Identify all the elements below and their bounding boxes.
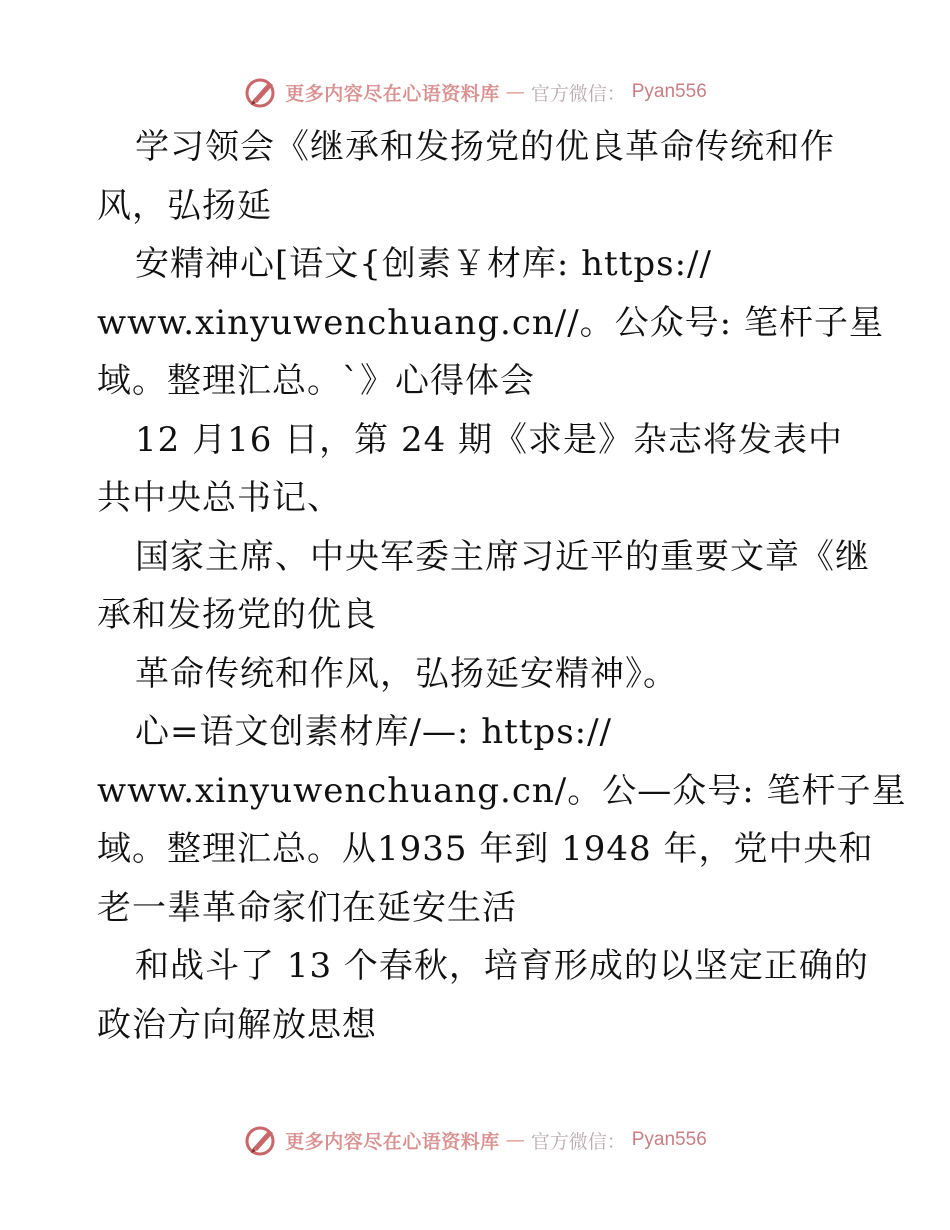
body-line: www.xinyuwenchuang.cn/。公—众号: 笔杆子星 — [97, 770, 907, 811]
body-line: 风，弘扬延 — [97, 185, 272, 226]
body-line: 域。整理汇总。从1935 年到 1948 年，党中央和 — [97, 829, 874, 869]
body-line: www.xinyuwenchuang.cn//。公众号: 笔杆子星 — [97, 302, 884, 343]
banner-separator: — — [505, 81, 525, 103]
pen-logo-icon — [243, 74, 279, 110]
banner-title: 更多内容尽在心语资料库 — [285, 82, 500, 105]
body-line: 政治方向解放思想 — [97, 1004, 377, 1045]
banner-official-label: 官方微信： — [530, 82, 626, 105]
body-line: 国家主席、中央军委主席习近平的重要文章《继 — [135, 536, 870, 577]
document-body — [97, 118, 907, 1054]
body-line: 共中央总书记、 — [97, 478, 342, 518]
footer-banner — [0, 1120, 950, 1160]
banner-title: 更多内容尽在心语资料库 — [285, 1130, 500, 1153]
body-line: 心=语文创素材库/—: https:// — [135, 712, 613, 752]
banner-wechat-id: Pyan556 — [631, 1129, 707, 1150]
body-line: 革命传统和作风，弘扬延安精神》。 — [135, 653, 678, 694]
header-banner — [0, 72, 950, 112]
body-line: 和战斗了 13 个春秋，培育形成的以坚定正确的 — [135, 946, 869, 986]
body-line: 安精神心[语文{创素￥材库: https:// — [135, 244, 712, 284]
body-line: 域。整理汇总。`》心得体会 — [97, 361, 535, 401]
body-line: 12 月16 日，第 24 期《求是》杂志将发表中 — [135, 419, 844, 460]
body-line: 承和发扬党的优良 — [97, 595, 377, 635]
body-line: 学习领会《继承和发扬党的优良革命传统和作 — [135, 127, 835, 167]
banner-wechat-id: Pyan556 — [631, 81, 707, 102]
banner-separator: — — [505, 1129, 525, 1151]
body-line: 老一辈革命家们在延安生活 — [97, 887, 517, 928]
banner-official-label: 官方微信： — [530, 1130, 626, 1153]
pen-logo-icon — [243, 1122, 279, 1158]
